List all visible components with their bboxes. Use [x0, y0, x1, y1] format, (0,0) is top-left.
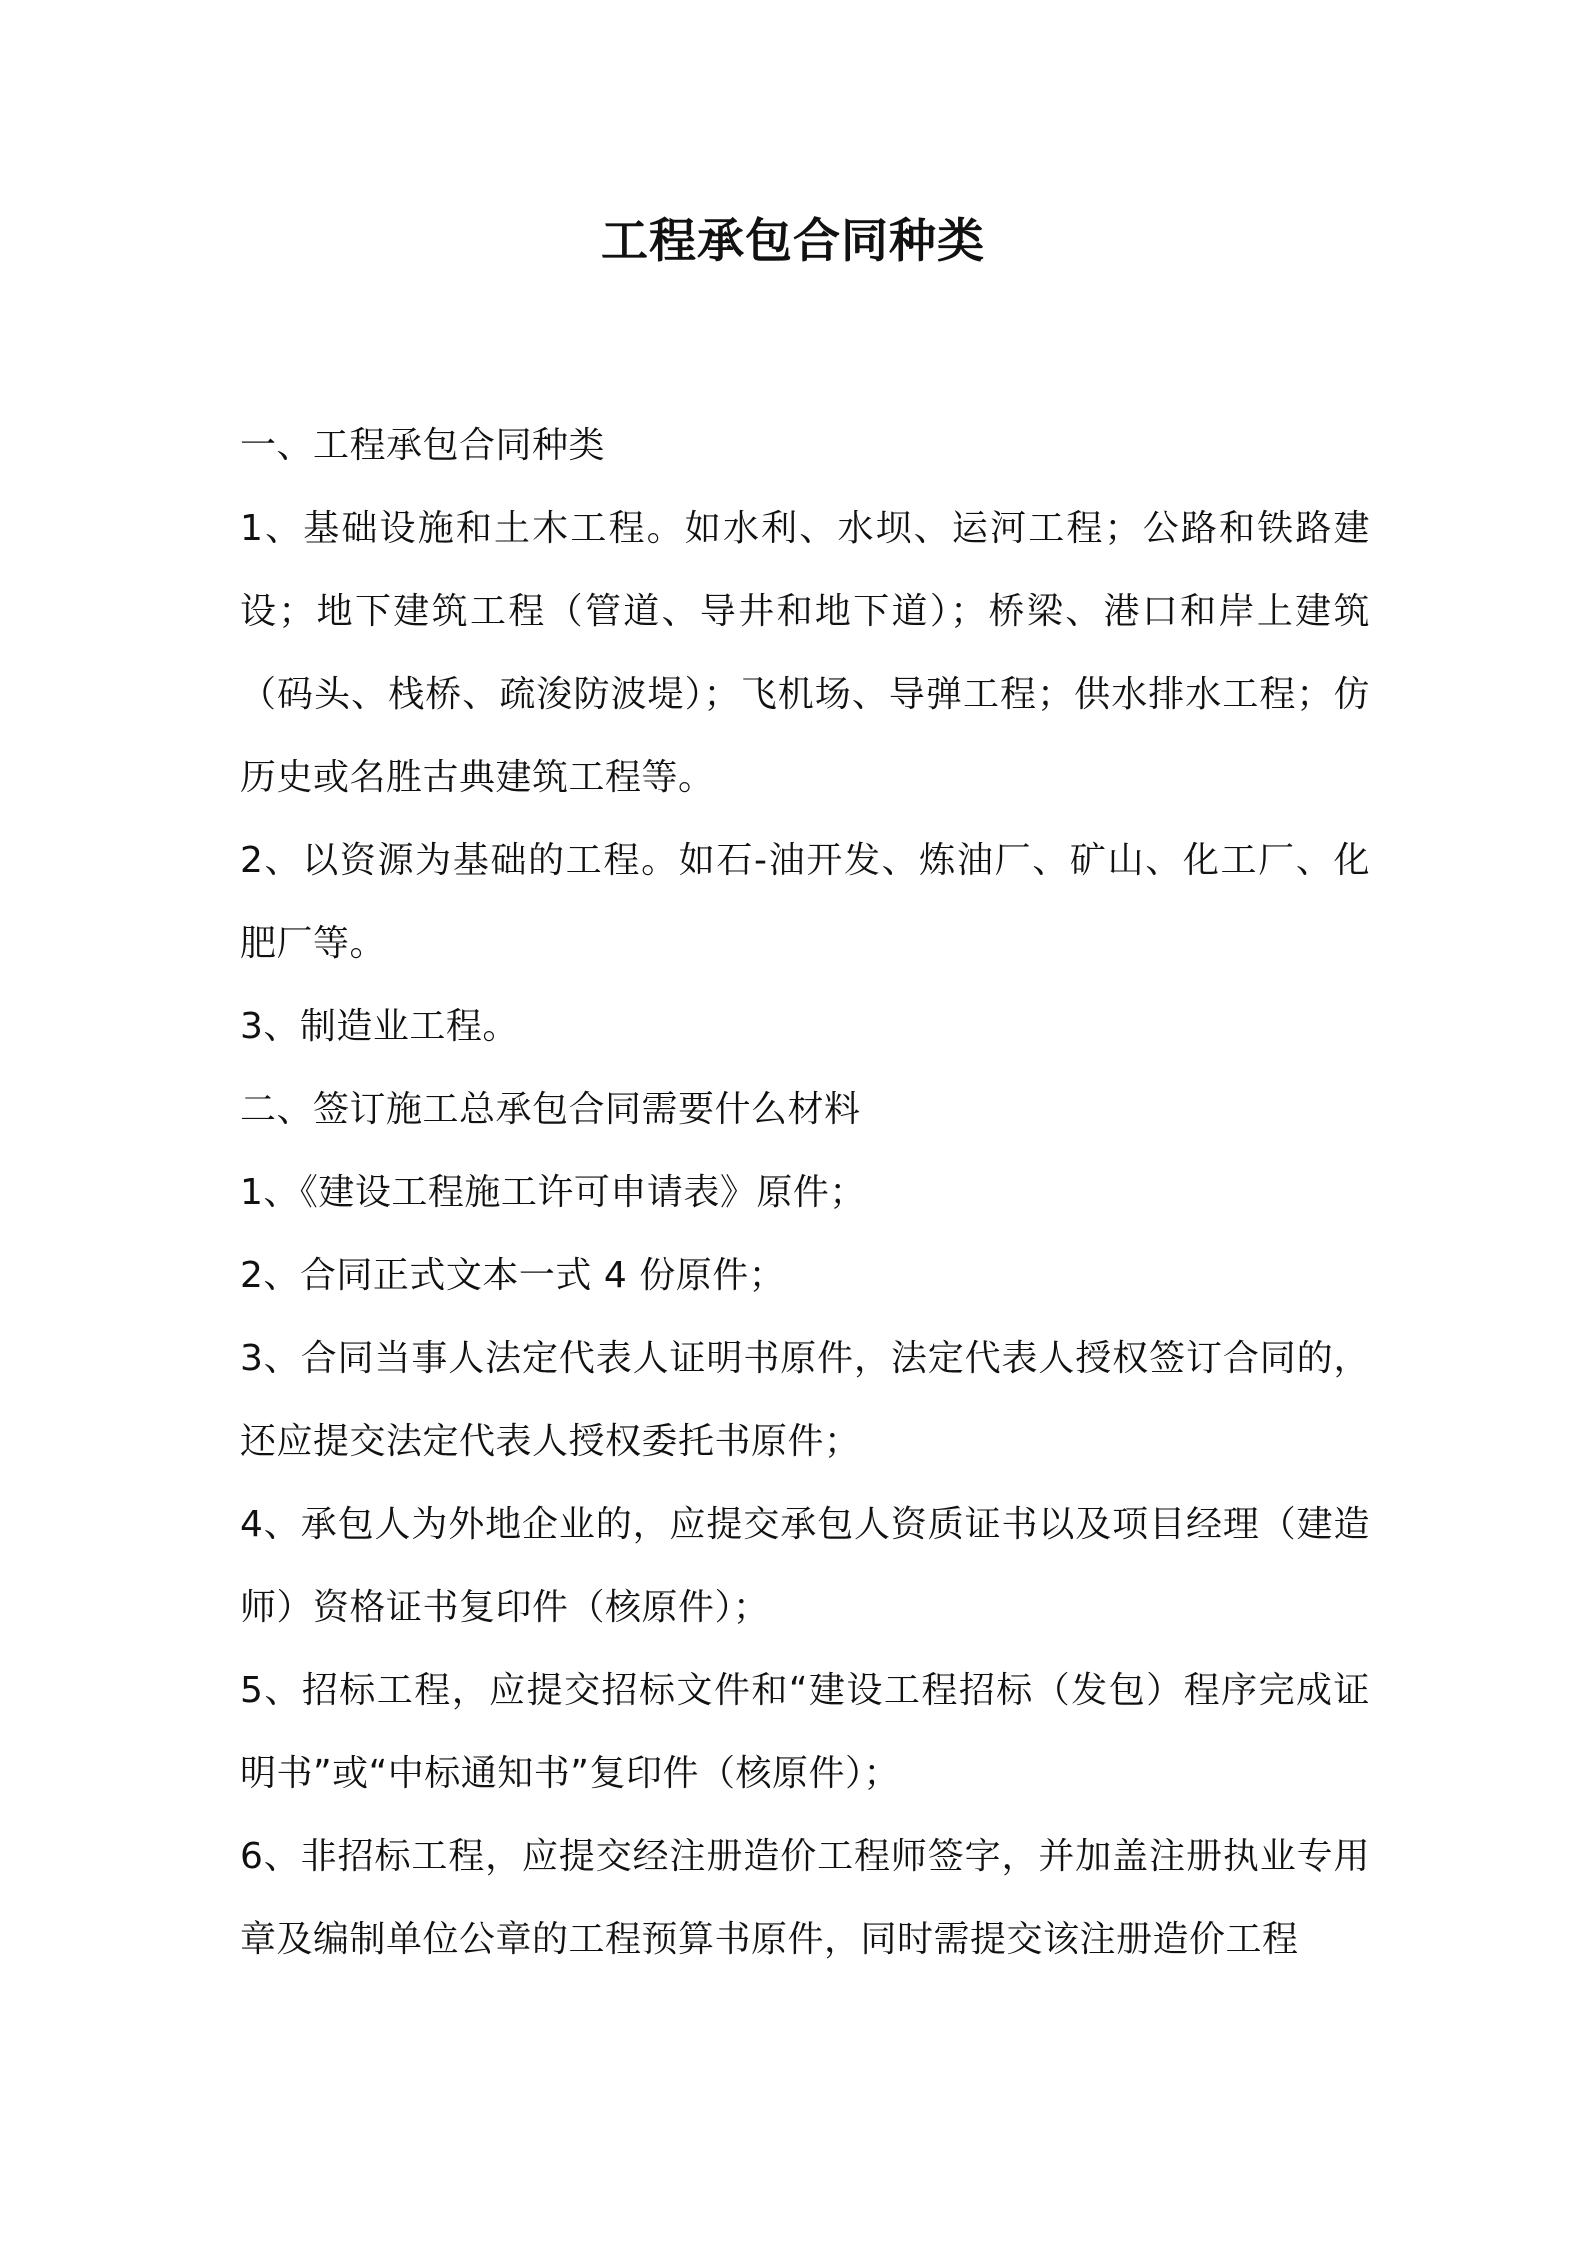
list-item: 6、非招标工程，应提交经注册造价工程师签字，并加盖注册执业专用章及编制单位公章的工程预算书原件，同时需提交该注册造价工程 — [240, 1836, 1370, 1960]
list-item: 1、基础设施和土木工程。如水利、水坝、运河工程；公路和铁路建设；地下建筑工程（管道、导井和地下道）；桥梁、港口和岸上建筑（码头、栈桥、疏浚防波堤）；飞机场、导弹工程；供水排水工程；仿历史或名胜古典建筑工程等。 — [240, 508, 1370, 798]
section-heading: 一、工程承包合同种类 — [240, 425, 606, 466]
list-item: 4、承包人为外地企业的，应提交承包人资质证书以及项目经理（建造师）资格证书复印件（核原件）； — [240, 1504, 1370, 1628]
document-title: 工程承包合同种类 — [601, 214, 985, 269]
list-item: 3、合同当事人法定代表人证明书原件，法定代表人授权签订合同的，还应提交法定代表人授权委托书原件； — [240, 1338, 1370, 1462]
list-item: 1、《建设工程施工许可申请表》原件； — [240, 1172, 866, 1213]
list-item: 5、招标工程，应提交招标文件和“建设工程招标（发包）程序完成证明书”或“中标通知书”复印件（核原件）； — [240, 1670, 1370, 1794]
list-item: 2、以资源为基础的工程。如石-油开发、炼油厂、矿山、化工厂、化肥厂等。 — [240, 840, 1370, 964]
document-body — [240, 404, 1370, 1981]
list-item: 3、制造业工程。 — [240, 1006, 519, 1047]
section-heading: 二、签订施工总承包合同需要什么材料 — [240, 1089, 861, 1130]
list-item: 2、合同正式文本一式 4 份原件； — [240, 1255, 786, 1296]
